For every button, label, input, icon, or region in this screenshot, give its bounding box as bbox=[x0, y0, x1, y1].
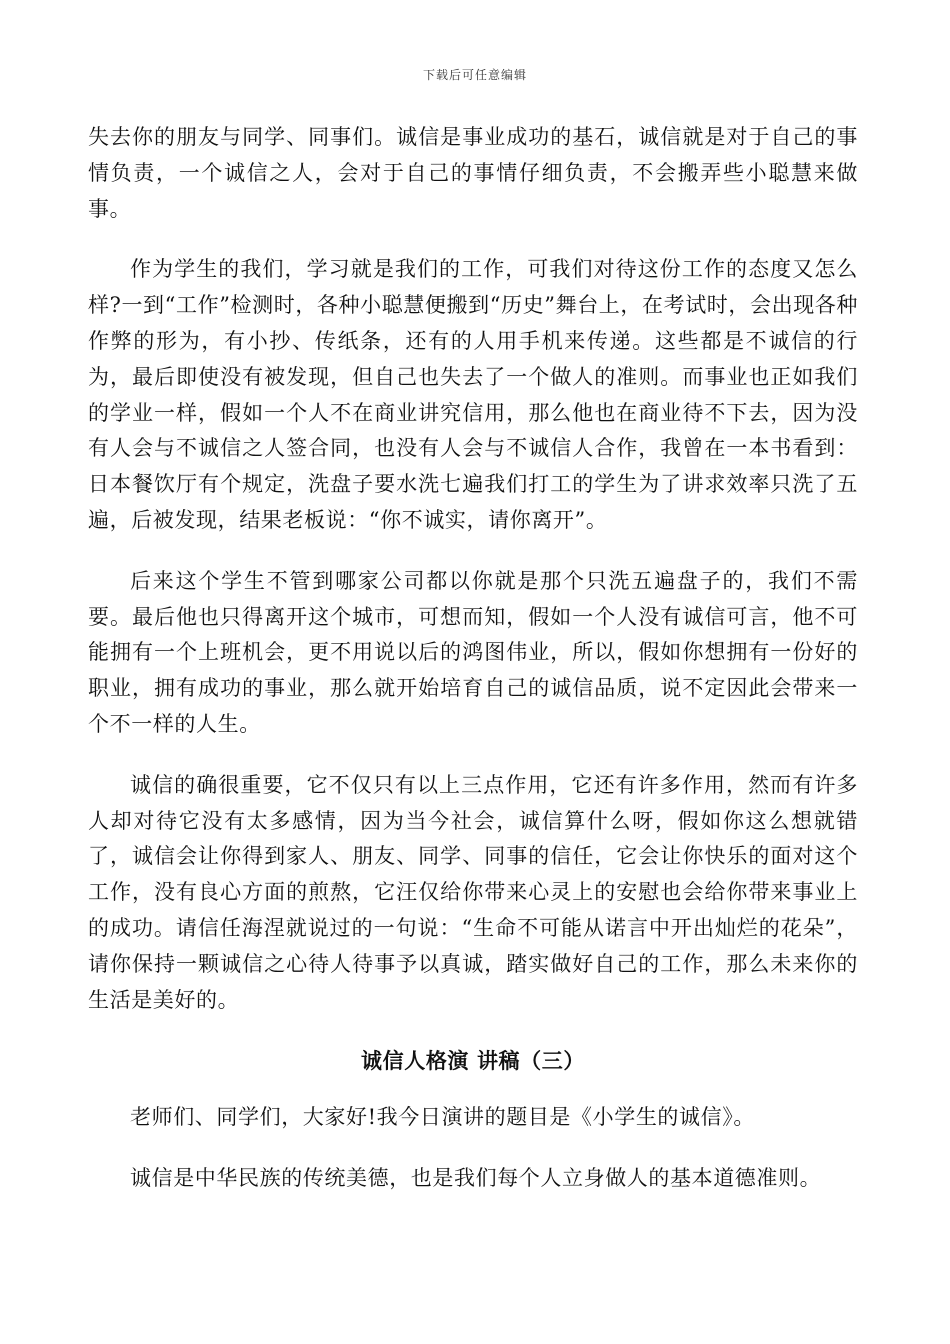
paragraph-1: 失去你的朋友与同学、同事们。诚信是事业成功的基石，诚信就是对于自己的事情负责，一个诚信之人，会对于自己的事情仔细负责，不会搬弄些小聪慧来做事。 bbox=[88, 125, 858, 221]
page-header-note: 下载后可任意编辑 bbox=[422, 68, 527, 82]
section-paragraph-1: 老师们、同学们，大家好!我今日演讲的题目是《小学生的诚信》。 bbox=[130, 1105, 755, 1130]
paragraph-3: 后来这个学生不管到哪家公司都以你就是那个只洗五遍盘子的，我们不需要。最后他也只得离开这个城市，可想而知，假如一个人没有诚信可言，他不可能拥有一个上班机会，更不用说以后的鸿图伟业，所以，假如你想拥有一份好的职业，拥有成功的事业，那么就开始培育自己的诚信品质，说不定因此会带来一个不一样的人生。 bbox=[88, 568, 858, 736]
document-body bbox=[88, 120, 858, 1222]
section-title: 诚信人格演 讲稿（三） bbox=[361, 1048, 585, 1074]
paragraph-2: 作为学生的我们，学习就是我们的工作，可我们对待这份工作的态度又怎么样?一到“工作”检测时，各种小聪慧便搬到“历史”舞台上，在考试时，会出现各种作弊的形为，有小抄、传纸条，还有的人用手机来传递。这些都是不诚信的行为，最后即使没有被发现，但自己也失去了一个做人的准则。而事业也正如我们的学业一样，假如一个人不在商业讲究信用，那么他也在商业待不下去，因为没有人会与不诚信之人签合同，也没有人会与不诚信人合作，我曾在一本书看到：日本餐饮厅有个规定，洗盘子要水洗七遍我们打工的学生为了讲求效率只洗了五遍，后被发现，结果老板说：“你不诚实，请你离开”。 bbox=[88, 257, 858, 532]
paragraph-4: 诚信的确很重要，它不仅只有以上三点作用，它还有许多作用，然而有许多人却对待它没有太多感情，因为当今社会，诚信算什么呀，假如你这么想就错了，诚信会让你得到家人、朋友、同学、同事的信任，它会让你快乐的面对这个工作，没有良心方面的煎熬，它汪仅给你带来心灵上的安慰也会给你带来事业上的成功。请信任海涅就说过的一句说：“生命不可能从诺言中开出灿烂的花朵”，请你保持一颗诚信之心待人待事予以真诚，踏实做好自己的工作，那么未来你的生活是美好的。 bbox=[88, 772, 858, 1012]
section-paragraph-2: 诚信是中华民族的传统美德，也是我们每个人立身做人的基本道德准则。 bbox=[130, 1165, 822, 1190]
